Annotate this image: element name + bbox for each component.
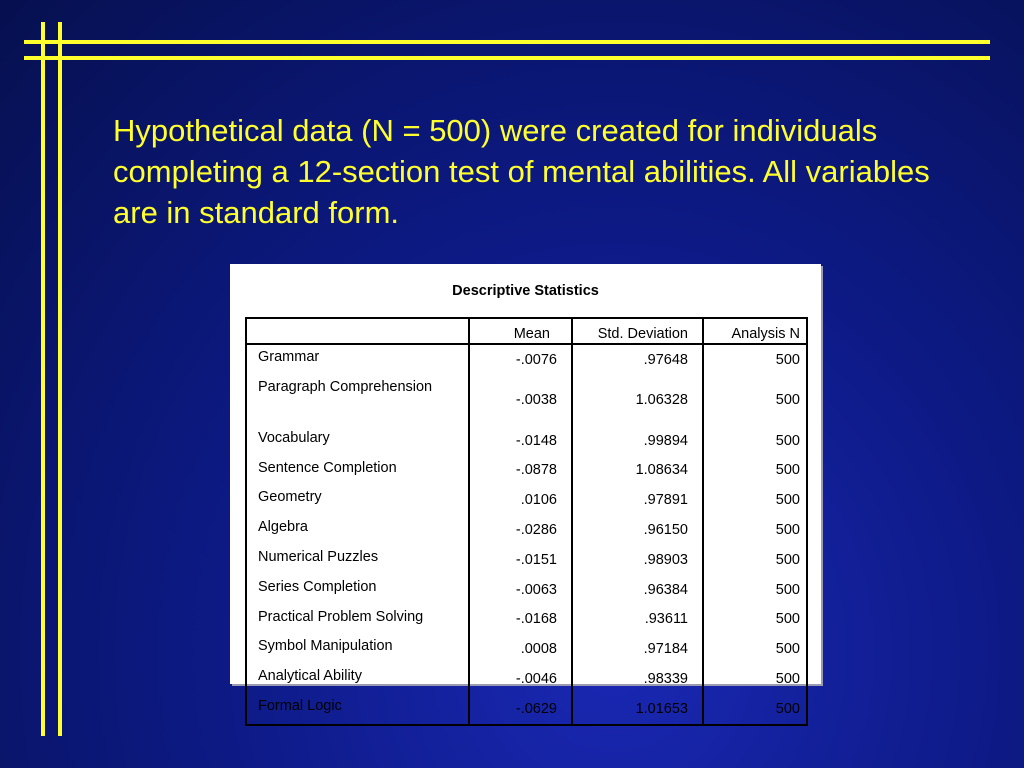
row-label: Sentence Completion	[246, 456, 469, 486]
table-title: Descriptive Statistics	[452, 283, 599, 299]
table-row	[246, 545, 807, 575]
analysis-n-cell: 500	[703, 605, 807, 635]
row-label: Vocabulary	[246, 426, 469, 456]
analysis-n-cell: 500	[703, 344, 807, 375]
row-label: Practical Problem Solving	[246, 605, 469, 635]
std-deviation-cell: .97184	[572, 634, 703, 664]
mean-cell: .0106	[469, 485, 572, 515]
std-deviation-cell: 1.01653	[572, 694, 703, 725]
mean-cell: -.0878	[469, 456, 572, 486]
column-header-analysis-n: Analysis N	[703, 318, 807, 344]
decorative-horizontal-line-top	[24, 40, 990, 44]
std-deviation-cell: .98339	[572, 664, 703, 694]
std-deviation-cell: .96150	[572, 515, 703, 545]
table-row	[246, 344, 807, 375]
std-deviation-cell: .99894	[572, 426, 703, 456]
row-label: Series Completion	[246, 575, 469, 605]
table-header-row	[246, 318, 807, 344]
mean-cell: .0008	[469, 634, 572, 664]
table-row	[246, 456, 807, 486]
std-deviation-cell: 1.08634	[572, 456, 703, 486]
mean-cell: -.0168	[469, 605, 572, 635]
decorative-vertical-line-right	[58, 22, 62, 736]
column-header-mean: Mean	[469, 318, 572, 344]
descriptive-statistics-table	[245, 317, 808, 726]
row-label: Geometry	[246, 485, 469, 515]
table-row	[246, 575, 807, 605]
decorative-vertical-line-left	[41, 22, 45, 736]
table-row	[246, 694, 807, 725]
analysis-n-cell: 500	[703, 634, 807, 664]
analysis-n-cell: 500	[703, 664, 807, 694]
row-label: Analytical Ability	[246, 664, 469, 694]
mean-cell: -.0046	[469, 664, 572, 694]
analysis-n-cell: 500	[703, 375, 807, 426]
std-deviation-cell: .93611	[572, 605, 703, 635]
row-label: Symbol Manipulation	[246, 634, 469, 664]
column-header-variable	[246, 318, 469, 344]
table-row	[246, 515, 807, 545]
std-deviation-cell: 1.06328	[572, 375, 703, 426]
std-deviation-cell: .97648	[572, 344, 703, 375]
mean-cell: -.0629	[469, 694, 572, 725]
analysis-n-cell: 500	[703, 456, 807, 486]
table-row	[246, 664, 807, 694]
column-header-std-deviation: Std. Deviation	[572, 318, 703, 344]
analysis-n-cell: 500	[703, 694, 807, 725]
table-row	[246, 426, 807, 456]
table-row	[246, 375, 807, 426]
row-label: Algebra	[246, 515, 469, 545]
mean-cell: -.0076	[469, 344, 572, 375]
row-label: Paragraph Comprehension	[246, 375, 469, 426]
table-row	[246, 605, 807, 635]
descriptive-statistics-panel	[230, 264, 821, 717]
std-deviation-cell: .98903	[572, 545, 703, 575]
row-label: Numerical Puzzles	[246, 545, 469, 575]
analysis-n-cell: 500	[703, 575, 807, 605]
mean-cell: -.0286	[469, 515, 572, 545]
table-row	[246, 485, 807, 515]
analysis-n-cell: 500	[703, 426, 807, 456]
mean-cell: -.0063	[469, 575, 572, 605]
analysis-n-cell: 500	[703, 545, 807, 575]
std-deviation-cell: .97891	[572, 485, 703, 515]
analysis-n-cell: 500	[703, 515, 807, 545]
decorative-horizontal-line-bottom	[24, 56, 990, 60]
std-deviation-cell: .96384	[572, 575, 703, 605]
slide-heading: Hypothetical data (N = 500) were created for individuals completing a 12-section test of mental abilities. All variables are in standard form.	[113, 113, 930, 230]
mean-cell: -.0151	[469, 545, 572, 575]
analysis-n-cell: 500	[703, 485, 807, 515]
row-label: Grammar	[246, 344, 469, 375]
mean-cell: -.0148	[469, 426, 572, 456]
table-row	[246, 634, 807, 664]
mean-cell: -.0038	[469, 375, 572, 426]
row-label: Formal Logic	[246, 694, 469, 725]
